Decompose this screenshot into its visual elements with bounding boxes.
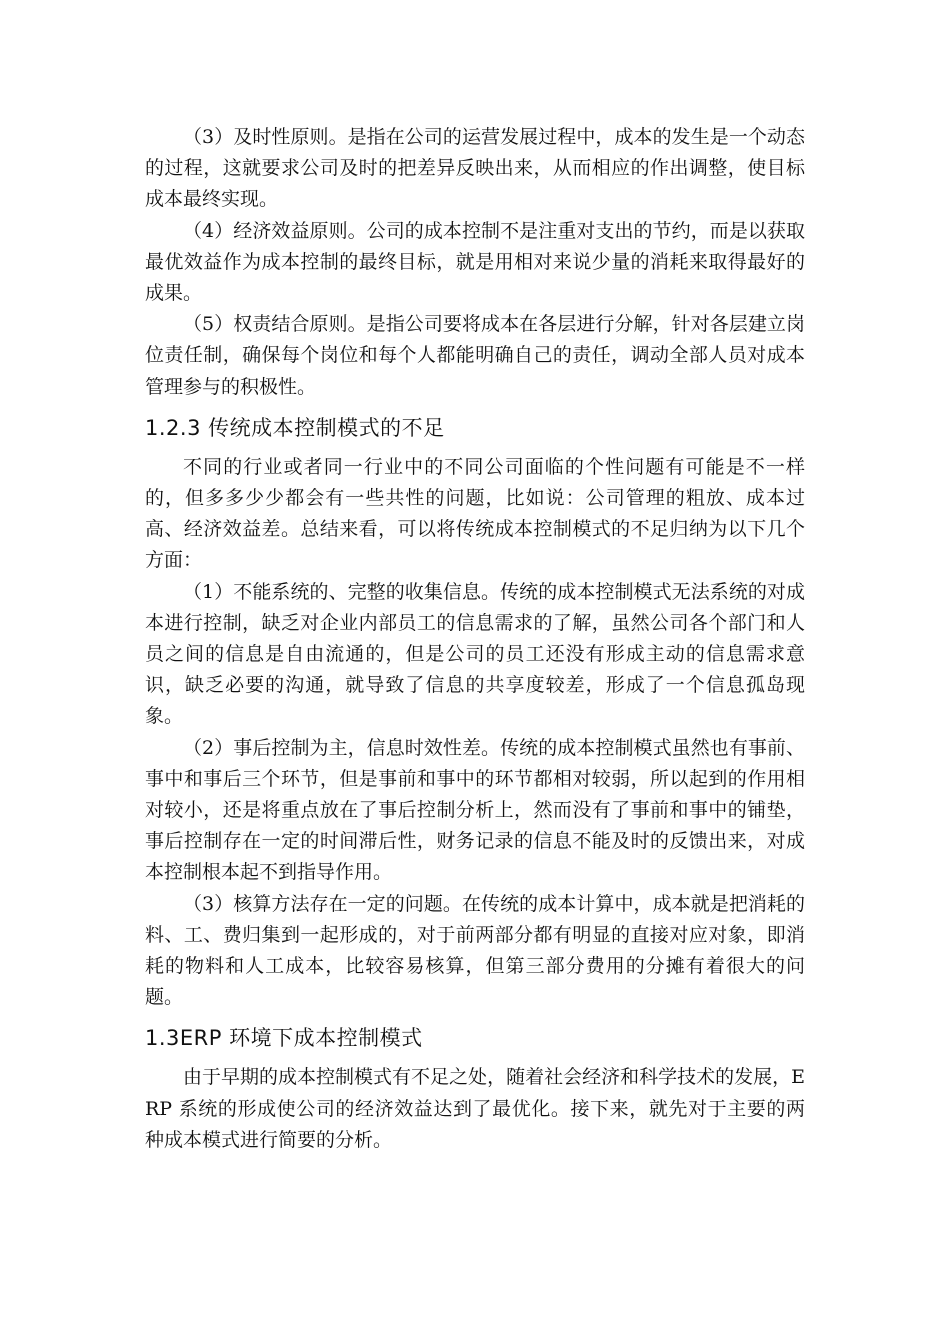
paragraph-responsibility-principle: （5）权责结合原则。是指公司要将成本在各层进行分解，针对各层建立岗位责任制，确保每个岗位和每个人都能明确自己的责任，调动全部人员对成本管理参与的积极性。	[145, 313, 805, 398]
paragraph-shortcoming-accounting: （3）核算方法存在一定的问题。在传统的成本计算中，成本就是把消耗的料、工、费归集到一起形成的，对于前两部分都有明显的直接对应对象，即消耗的物料和人工成本，比较容易核算，但第三部分费用的分摊有着很大的问题。	[145, 892, 805, 1009]
paragraph-erp-intro: 由于早期的成本控制模式有不足之处，随着社会经济和科学技术的发展，ERP 系统的形成使公司的经济效益达到了最优化。接下来，就先对于主要的两种成本模式进行简要的分析。	[145, 1066, 805, 1151]
paragraph-shortcoming-post-control: （2）事后控制为主，信息时效性差。传统的成本控制模式虽然也有事前、事中和事后三个环节，但是事前和事中的环节都相对较弱，所以起到的作用相对较小，还是将重点放在了事后控制分析上，然而没有了事前和事中的铺垫，事后控制存在一定的时间滞后性，财务记录的信息不能及时的反馈出来，对成本控制根本起不到指导作用。	[145, 736, 805, 884]
paragraph-timeliness-principle: （3）及时性原则。是指在公司的运营发展过程中，成本的发生是一个动态的过程，这就要求公司及时的把差异反映出来，从而相应的作出调整，使目标成本最终实现。	[145, 126, 805, 211]
section-heading-erp-cost-control: 1.3ERP 环境下成本控制模式	[145, 1026, 423, 1051]
paragraph-economic-benefit-principle: （4）经济效益原则。公司的成本控制不是注重对支出的节约，而是以获取最优效益作为成本控制的最终目标，就是用相对来说少量的消耗来取得最好的成果。	[145, 219, 805, 305]
paragraph-shortcoming-information: （1）不能系统的、完整的收集信息。传统的成本控制模式无法系统的对成本进行控制，缺乏对企业内部员工的信息需求的了解，虽然公司各个部门和人员之间的信息是自由流通的，但是公司的员工还没有形成主动的信息需求意识，缺乏必要的沟通，就导致了信息的共享度较差，形成了一个信息孤岛现象。	[145, 580, 805, 728]
section-heading-traditional-shortcomings: 1.2.3 传统成本控制模式的不足	[145, 415, 445, 440]
document-page	[145, 122, 805, 1156]
paragraph-intro-shortcomings: 不同的行业或者同一行业中的不同公司面临的个性问题有可能是不一样的，但多多少少都会有一些共性的问题，比如说：公司管理的粗放、成本过高、经济效益差。总结来看，可以将传统成本控制模式的不足归纳为以下几个方面：	[145, 455, 805, 572]
